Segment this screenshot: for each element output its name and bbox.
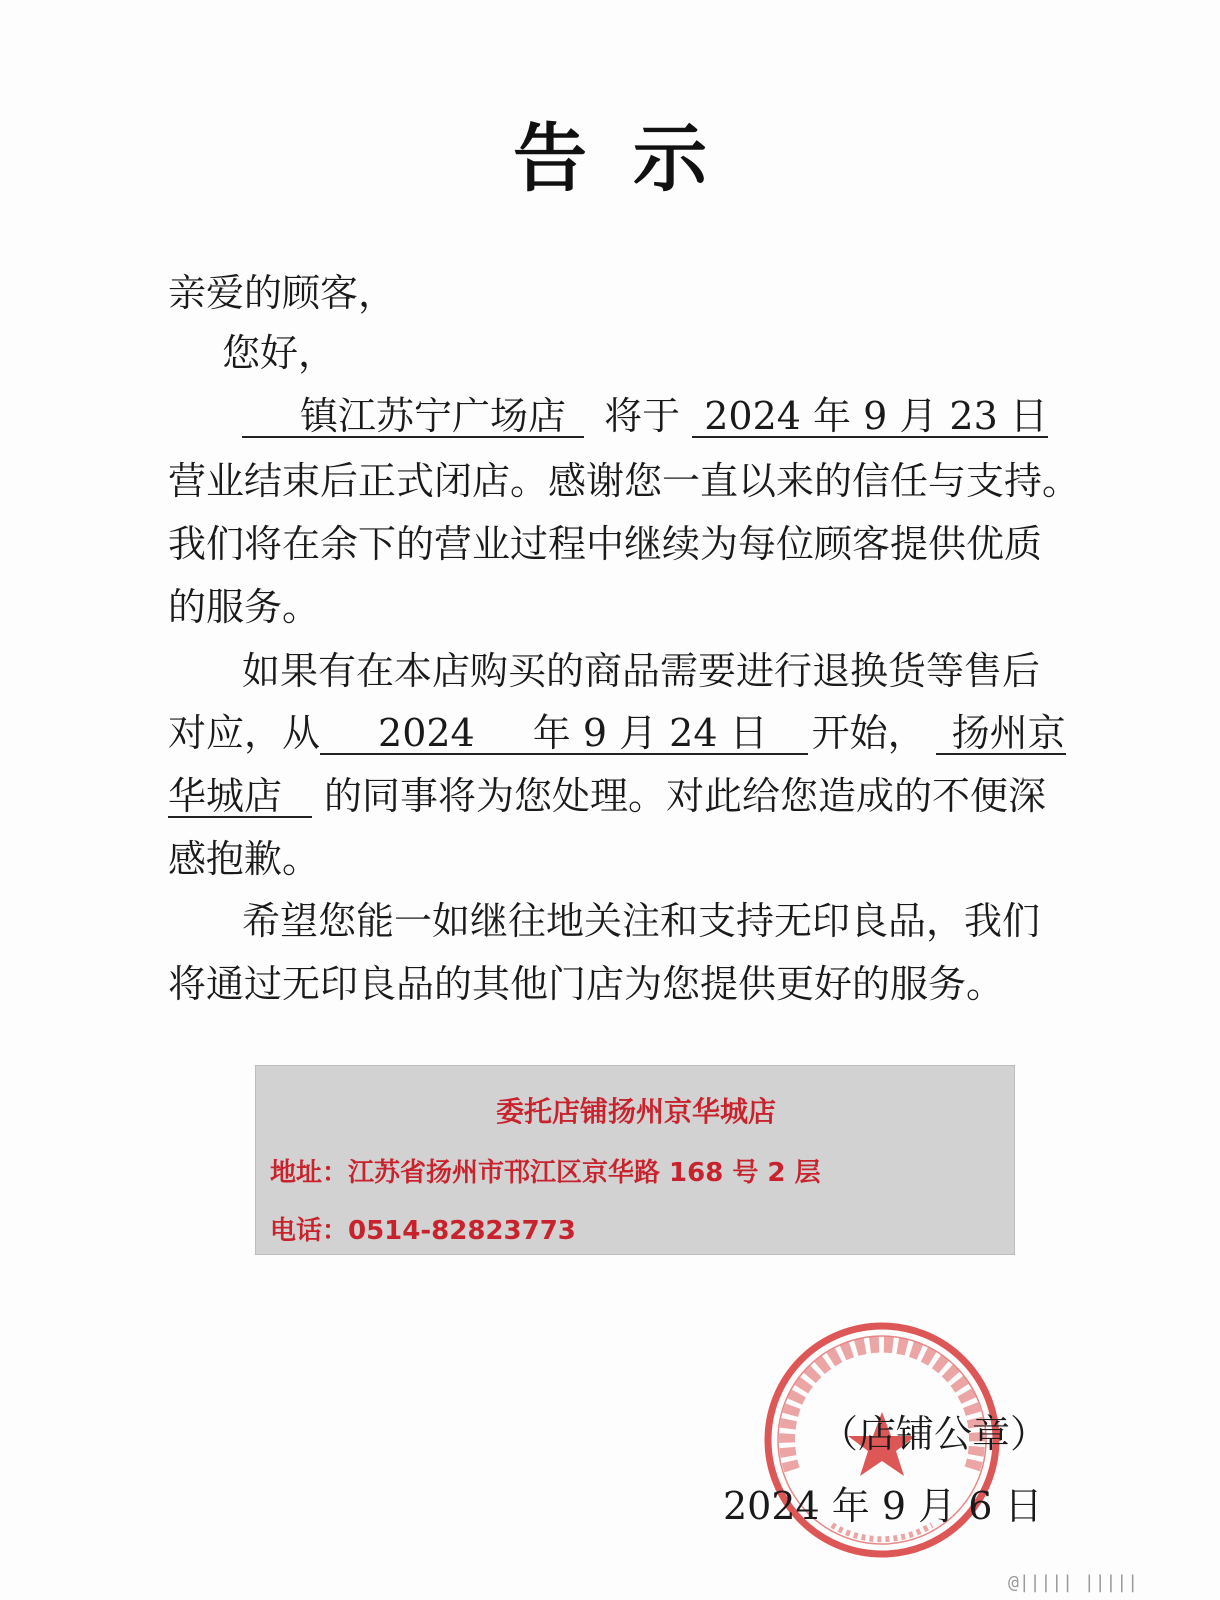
handler-store-part2: 华城店	[168, 776, 312, 818]
paragraph2-line3	[168, 773, 1046, 819]
closing-date: 2024 年 9 月 23 日	[692, 396, 1048, 438]
info-box-title: 委托店铺扬州京华城店	[495, 1095, 776, 1128]
greeting: 亲爱的顾客，	[168, 271, 397, 315]
stamp-label: （店铺公章）	[820, 1412, 1049, 1456]
store-address: 地址：江苏省扬州市邗江区京华路 168 号 2 层	[270, 1158, 821, 1188]
start-year: 2024	[320, 713, 519, 755]
paragraph2-line3-text: 的同事将为您处理。对此给您造成的不便深	[324, 774, 1047, 818]
paragraph3-line2: 将通过无印良品的其他门店为您提供更好的服务。	[168, 962, 1005, 1006]
paragraph2-line2	[168, 710, 1066, 756]
paragraph1-line3: 我们将在余下的营业过程中继续为每位顾客提供优质	[168, 522, 1043, 566]
from-text: 对应，从	[168, 711, 321, 755]
will-on-text: 将于	[604, 394, 681, 438]
paragraph2-line4: 感抱歉。	[168, 837, 321, 881]
paragraph1-line4: 的服务。	[168, 585, 321, 629]
start-text: 开始，	[811, 711, 926, 755]
hello: 您好，	[222, 331, 337, 375]
closing-store-name: 镇江苏宁广场店	[242, 396, 584, 438]
handler-store-part1: 扬州京	[936, 713, 1066, 755]
notice-title: 告示	[513, 116, 753, 202]
store-phone: 电话：0514-82823773	[270, 1216, 576, 1246]
start-date: 年 9 月 24 日	[519, 713, 808, 755]
paragraph2-line1: 如果有在本店购买的商品需要进行退换货等售后	[242, 649, 1041, 693]
paragraph1-line1	[242, 393, 1048, 439]
signature-date: 2024 年 9 月 6 日	[723, 1484, 1043, 1528]
watermark: @||||| |||||	[1008, 1572, 1139, 1593]
paragraph3-line1: 希望您能一如继往地关注和支持无印良品，我们	[242, 899, 1041, 943]
entrusted-store-info-box	[255, 1065, 1015, 1255]
paragraph1-line2: 营业结束后正式闭店。感谢您一直以来的信任与支持。	[168, 459, 1081, 503]
